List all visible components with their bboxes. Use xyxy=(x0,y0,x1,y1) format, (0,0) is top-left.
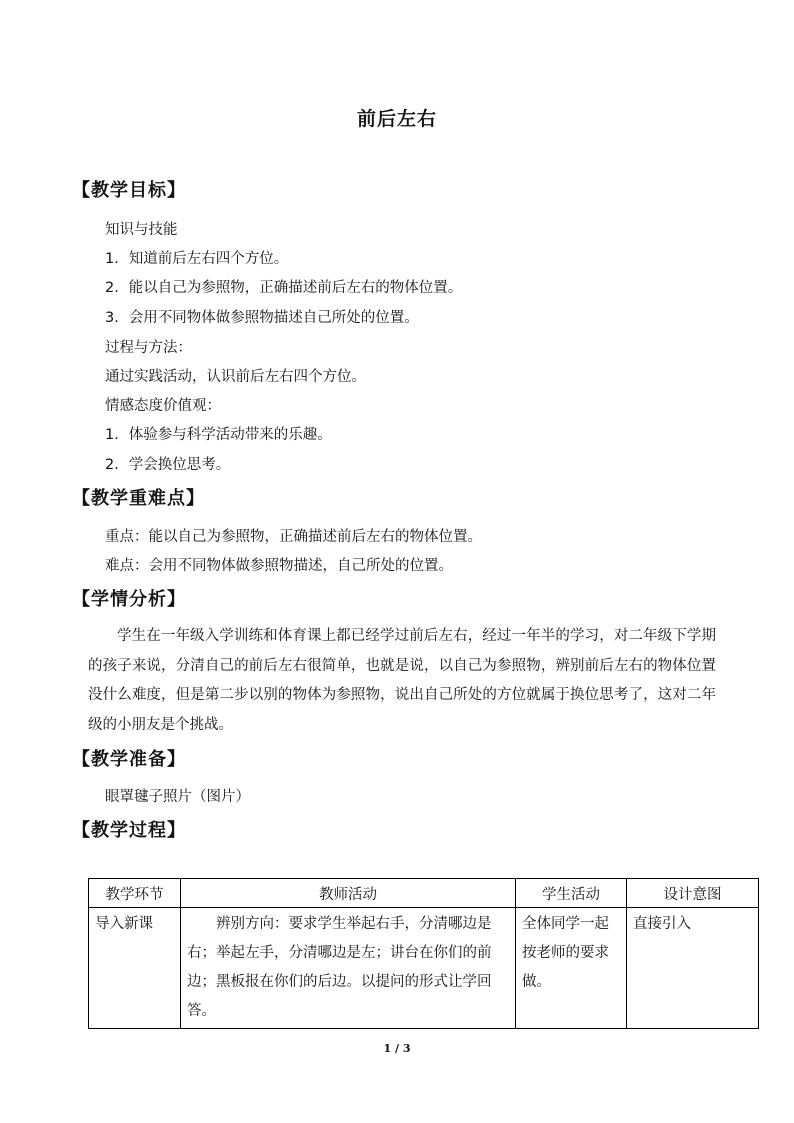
goals-line: 通过实践活动，认识前后左右四个方位。 xyxy=(105,369,366,385)
heading-analysis: 【学情分析】 xyxy=(72,589,186,610)
goals-line: 2．学会换位思考。 xyxy=(105,457,231,473)
page-number: 1 / 3 xyxy=(383,1042,411,1055)
document-title: 前后左右 xyxy=(356,108,437,130)
cell-stage: 导入新课 xyxy=(89,908,181,1029)
difficulty-line: 难点：会用不同物体做参照物描述，自己所处的位置。 xyxy=(105,558,453,574)
cell-teacher-activity: 辨别方向：要求学生举起右手，分清哪边是右；举起左手，分清哪边是左；讲台在你们的前边；黑板报在你们的后边。以提问的形式让学回答。 xyxy=(181,908,516,1029)
goals-line: 情感态度价值观： xyxy=(105,398,221,414)
goals-line: 3．会用不同物体做参照物描述自己所处的位置。 xyxy=(105,310,419,326)
goals-line: 过程与方法： xyxy=(105,340,192,356)
table-header-row xyxy=(89,879,759,908)
key-point-line: 重点：能以自己为参照物，正确描述前后左右的物体位置。 xyxy=(105,529,482,545)
goals-line: 知识与技能 xyxy=(105,222,178,238)
table-row xyxy=(89,908,759,1029)
prep-text: 眼罩毽子照片（图片） xyxy=(105,789,250,805)
table-header: 教师活动 xyxy=(181,879,516,908)
table-header: 学生活动 xyxy=(516,879,627,908)
goals-line: 2．能以自己为参照物，正确描述前后左右的物体位置。 xyxy=(105,280,463,296)
goals-line: 1．知道前后左右四个方位。 xyxy=(105,251,289,267)
goals-line: 1．体验参与科学活动带来的乐趣。 xyxy=(105,427,332,443)
table-header: 教学环节 xyxy=(89,879,181,908)
heading-key-points: 【教学重难点】 xyxy=(72,488,205,509)
analysis-paragraph: 学生在一年级入学训练和体育课上都已经学过前后左右，经过一年半的学习，对二年级下学期的孩子来说，分清自己的前后左右很简单，也就是说，以自己为参照物，辨别前后左右的物体位置没什么难度，但是第二步以别的物体为参照物，说出自己所处的方位就属于换位思考了，这对二年级的小朋友是个挑战。 xyxy=(88,628,716,733)
heading-process: 【教学过程】 xyxy=(72,820,186,841)
cell-student-activity: 全体同学一起按老师的要求做。 xyxy=(516,908,627,1029)
cell-design-intent: 直接引入 xyxy=(627,908,759,1029)
heading-goals: 【教学目标】 xyxy=(72,180,186,201)
table-header: 设计意图 xyxy=(627,879,759,908)
heading-prep: 【教学准备】 xyxy=(72,749,186,770)
process-table xyxy=(88,878,759,1029)
